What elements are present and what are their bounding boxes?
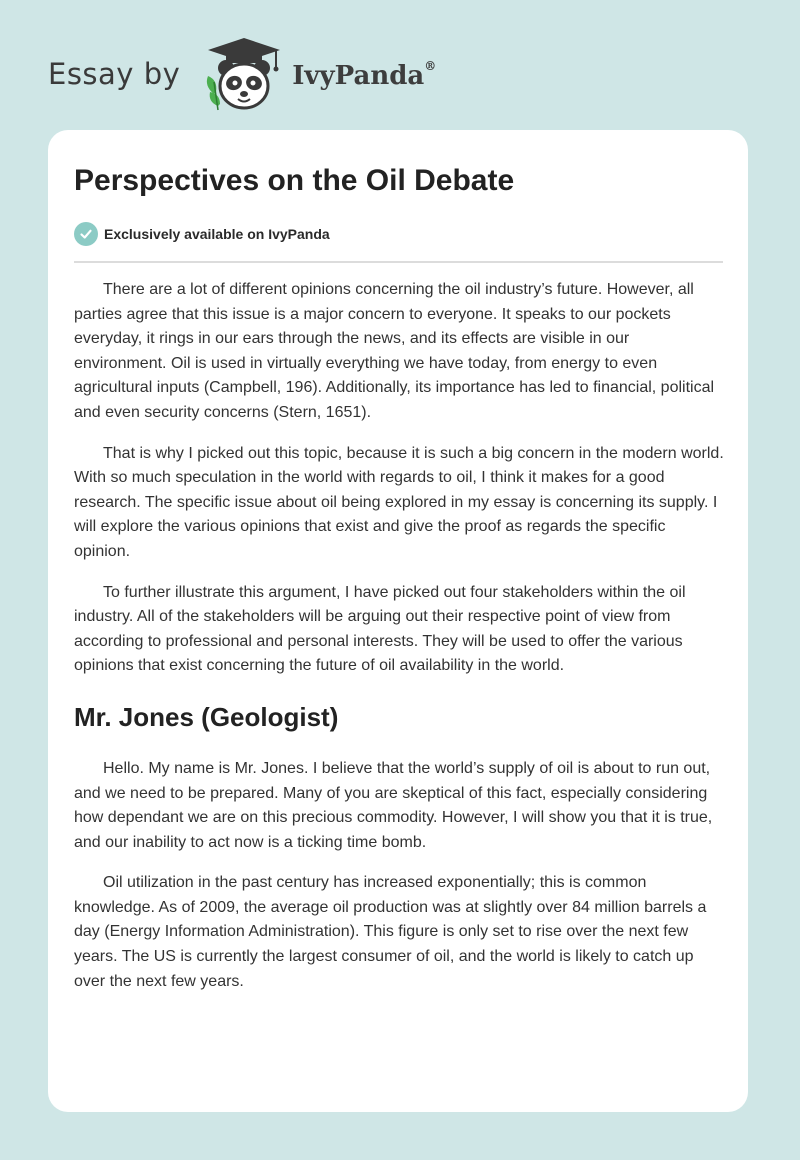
essay-body [74, 278, 724, 1010]
exclusive-badge [74, 222, 330, 246]
page-title: Perspectives on the Oil Debate [74, 164, 515, 197]
paragraph: That is why I picked out this topic, because it is such a big concern in the modern world. With so much speculation in the world with regards to oil, I think it makes for a good research. The specific issue about oil being explored in my essay is concerning its supply. I will explore the various opinions that exist and give the proof as regards the specific opinion. [74, 444, 724, 560]
section-heading: Mr. Jones (Geologist) [74, 701, 339, 732]
panda-logo-icon [200, 36, 288, 112]
check-circle-icon [74, 222, 98, 246]
brand-name: IvyPanda® [292, 59, 437, 91]
essay-card [48, 130, 748, 1112]
brand-logo-link[interactable] [200, 36, 436, 112]
essay-by-label: Essay by [48, 57, 181, 91]
divider [74, 261, 723, 263]
exclusive-label: Exclusively available on IvyPanda [104, 226, 330, 242]
paragraph: Hello. My name is Mr. Jones. I believe that the world’s supply of oil is about to run out, and we need to be prepared. Many of you are skeptical of this fact, especially considering how dependant we are on this precious commodity. However, I will show you that it is true, and our inability to act now is a ticking time bomb. [74, 759, 713, 851]
paragraph: There are a lot of different opinions concerning the oil industry’s future. However, all parties agree that this issue is a major concern to everyone. It speaks to our pockets everyday, it rings in our ears through the news, and its effects are visible in our environment. Oil is used in virtually everything we have today, from energy to even agricultural inputs (Campbell, 196). Additionally, its importance has led to financial, political and even security concerns (Stern, 1651). [74, 281, 715, 421]
site-header [48, 34, 436, 114]
paragraph: To further illustrate this argument, I have picked out four stakeholders within the oil industry. All of the stakeholders will be arguing out their respective point of view from according to professional and personal interests. They will be used to offer the various opinions that exist concerning the future of oil availability in the world. [74, 583, 686, 675]
paragraph: Oil utilization in the past century has increased exponentially; this is common knowledge. As of 2009, the average oil production was at slightly over 84 million barrels a day (Energy Information Administration). This figure is only set to rise over the next few years. The US is currently the largest consumer of oil, and the world is likely to catch up over the next few years. [74, 874, 707, 990]
